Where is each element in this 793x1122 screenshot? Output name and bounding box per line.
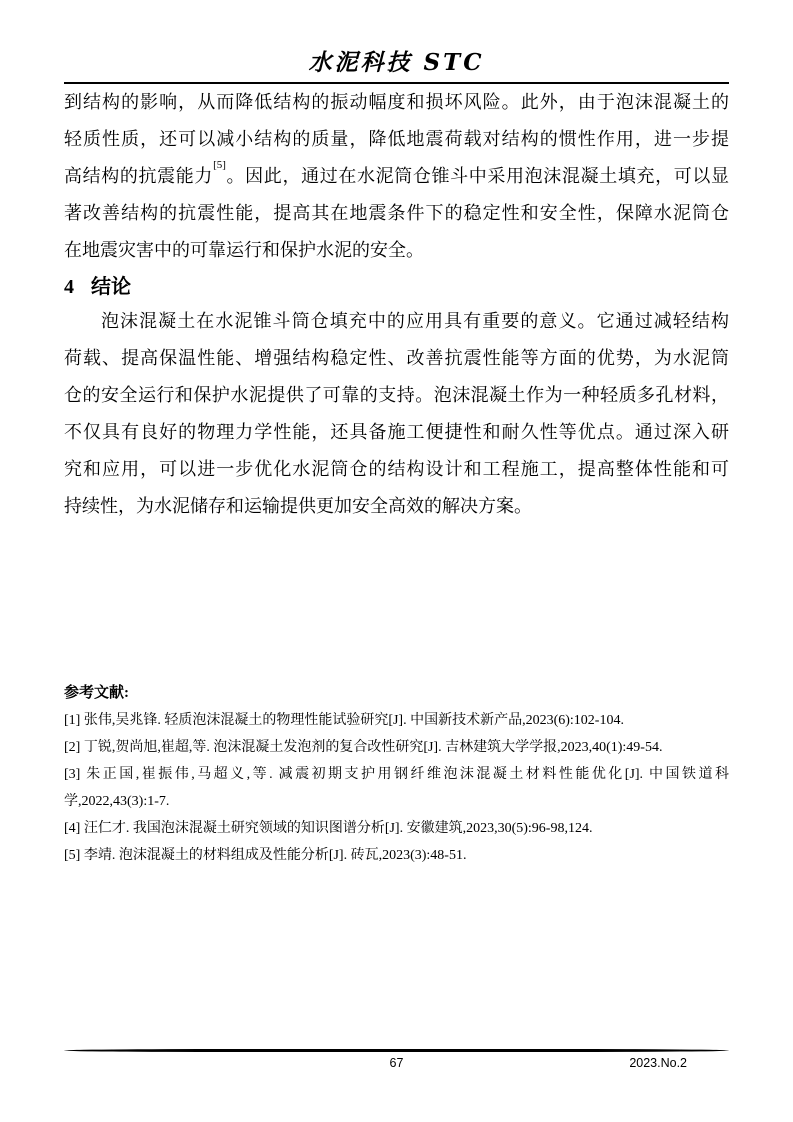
paragraph-line: 著改善结构的抗震性能，提高其在地震条件下的稳定性和安全性，保障水泥筒仓	[64, 203, 729, 223]
page-footer	[64, 1049, 729, 1071]
issue-label: 2023.No.2	[629, 1056, 687, 1070]
paragraph-line: 轻质性质，还可以减小结构的质量，降低地震荷载对结构的惯性作用，进一步提	[64, 129, 729, 149]
footer-row	[64, 1055, 729, 1071]
paragraph-text: 。因此，通过在水泥筒仓锥斗中采用泡沫混凝土填充，可以显	[225, 166, 729, 186]
references-heading: 参考文献:	[64, 685, 129, 701]
reference-entry: [2] 丁锐,贺尚旭,崔超,等. 泡沫混凝土发泡剂的复合改性研究[J]. 吉林建筑大学学报,2023,40(1):49-54.	[64, 740, 663, 755]
section-heading	[64, 272, 729, 303]
page-number: 67	[389, 1056, 404, 1070]
reference-entry: [1] 张伟,吴兆锋. 轻质泡沫混凝土的物理性能试验研究[J]. 中国新技术新产品,2023(6):102-104.	[64, 713, 624, 728]
page-header	[64, 44, 729, 84]
references-section	[64, 682, 729, 869]
citation-superscript: [5]	[213, 159, 226, 171]
paragraph-line: 持续性，为水泥储存和运输提供更加安全高效的解决方案。	[64, 496, 532, 516]
paragraph-line: 不仅具有良好的物理力学性能，还具备施工便捷性和耐久性等优点。通过深入研	[64, 422, 729, 442]
reference-entry: [3] 朱正国,崔振伟,马超义,等. 减震初期支护用钢纤维泡沫混凝土材料性能优化[J]. 中国铁道科	[64, 767, 729, 782]
paragraph-line: 荷载、提高保温性能、增强结构稳定性、改善抗震性能等方面的优势，为水泥筒	[64, 348, 729, 368]
paragraph-line: 仓的安全运行和保护水泥提供了可靠的支持。泡沫混凝土作为一种轻质多孔材料，	[64, 385, 729, 405]
paragraph-line	[64, 158, 729, 195]
section-title: 结论	[91, 276, 131, 298]
journal-title: 水泥科技 STC	[308, 49, 485, 76]
section-number: 4	[64, 276, 74, 298]
article-body	[64, 84, 729, 869]
reference-entry: [5] 李靖. 泡沫混凝土的材料组成及性能分析[J]. 砖瓦,2023(3):48-51.	[64, 848, 467, 863]
paragraph-line: 到结构的影响，从而降低结构的振动幅度和损坏风险。此外，由于泡沫混凝土的	[64, 92, 729, 112]
footer-rule	[64, 1049, 729, 1052]
paragraph-line: 在地震灾害中的可靠运行和保护水泥的安全。	[64, 240, 424, 260]
reference-entry: [4] 汪仁才. 我国泡沫混凝土研究领域的知识图谱分析[J]. 安徽建筑,2023,30(5):96-98,124.	[64, 821, 593, 836]
paragraph-line: 泡沫混凝土在水泥锥斗筒仓填充中的应用具有重要的意义。它通过减轻结构	[101, 311, 729, 331]
paragraph-line: 究和应用，可以进一步优化水泥筒仓的结构设计和工程施工，提高整体性能和可	[64, 459, 729, 479]
paragraph-text: 高结构的抗震能力	[64, 166, 214, 186]
page-content	[0, 44, 793, 869]
reference-entry-continuation: 学,2022,43(3):1-7.	[64, 794, 170, 809]
references-list	[64, 707, 729, 869]
